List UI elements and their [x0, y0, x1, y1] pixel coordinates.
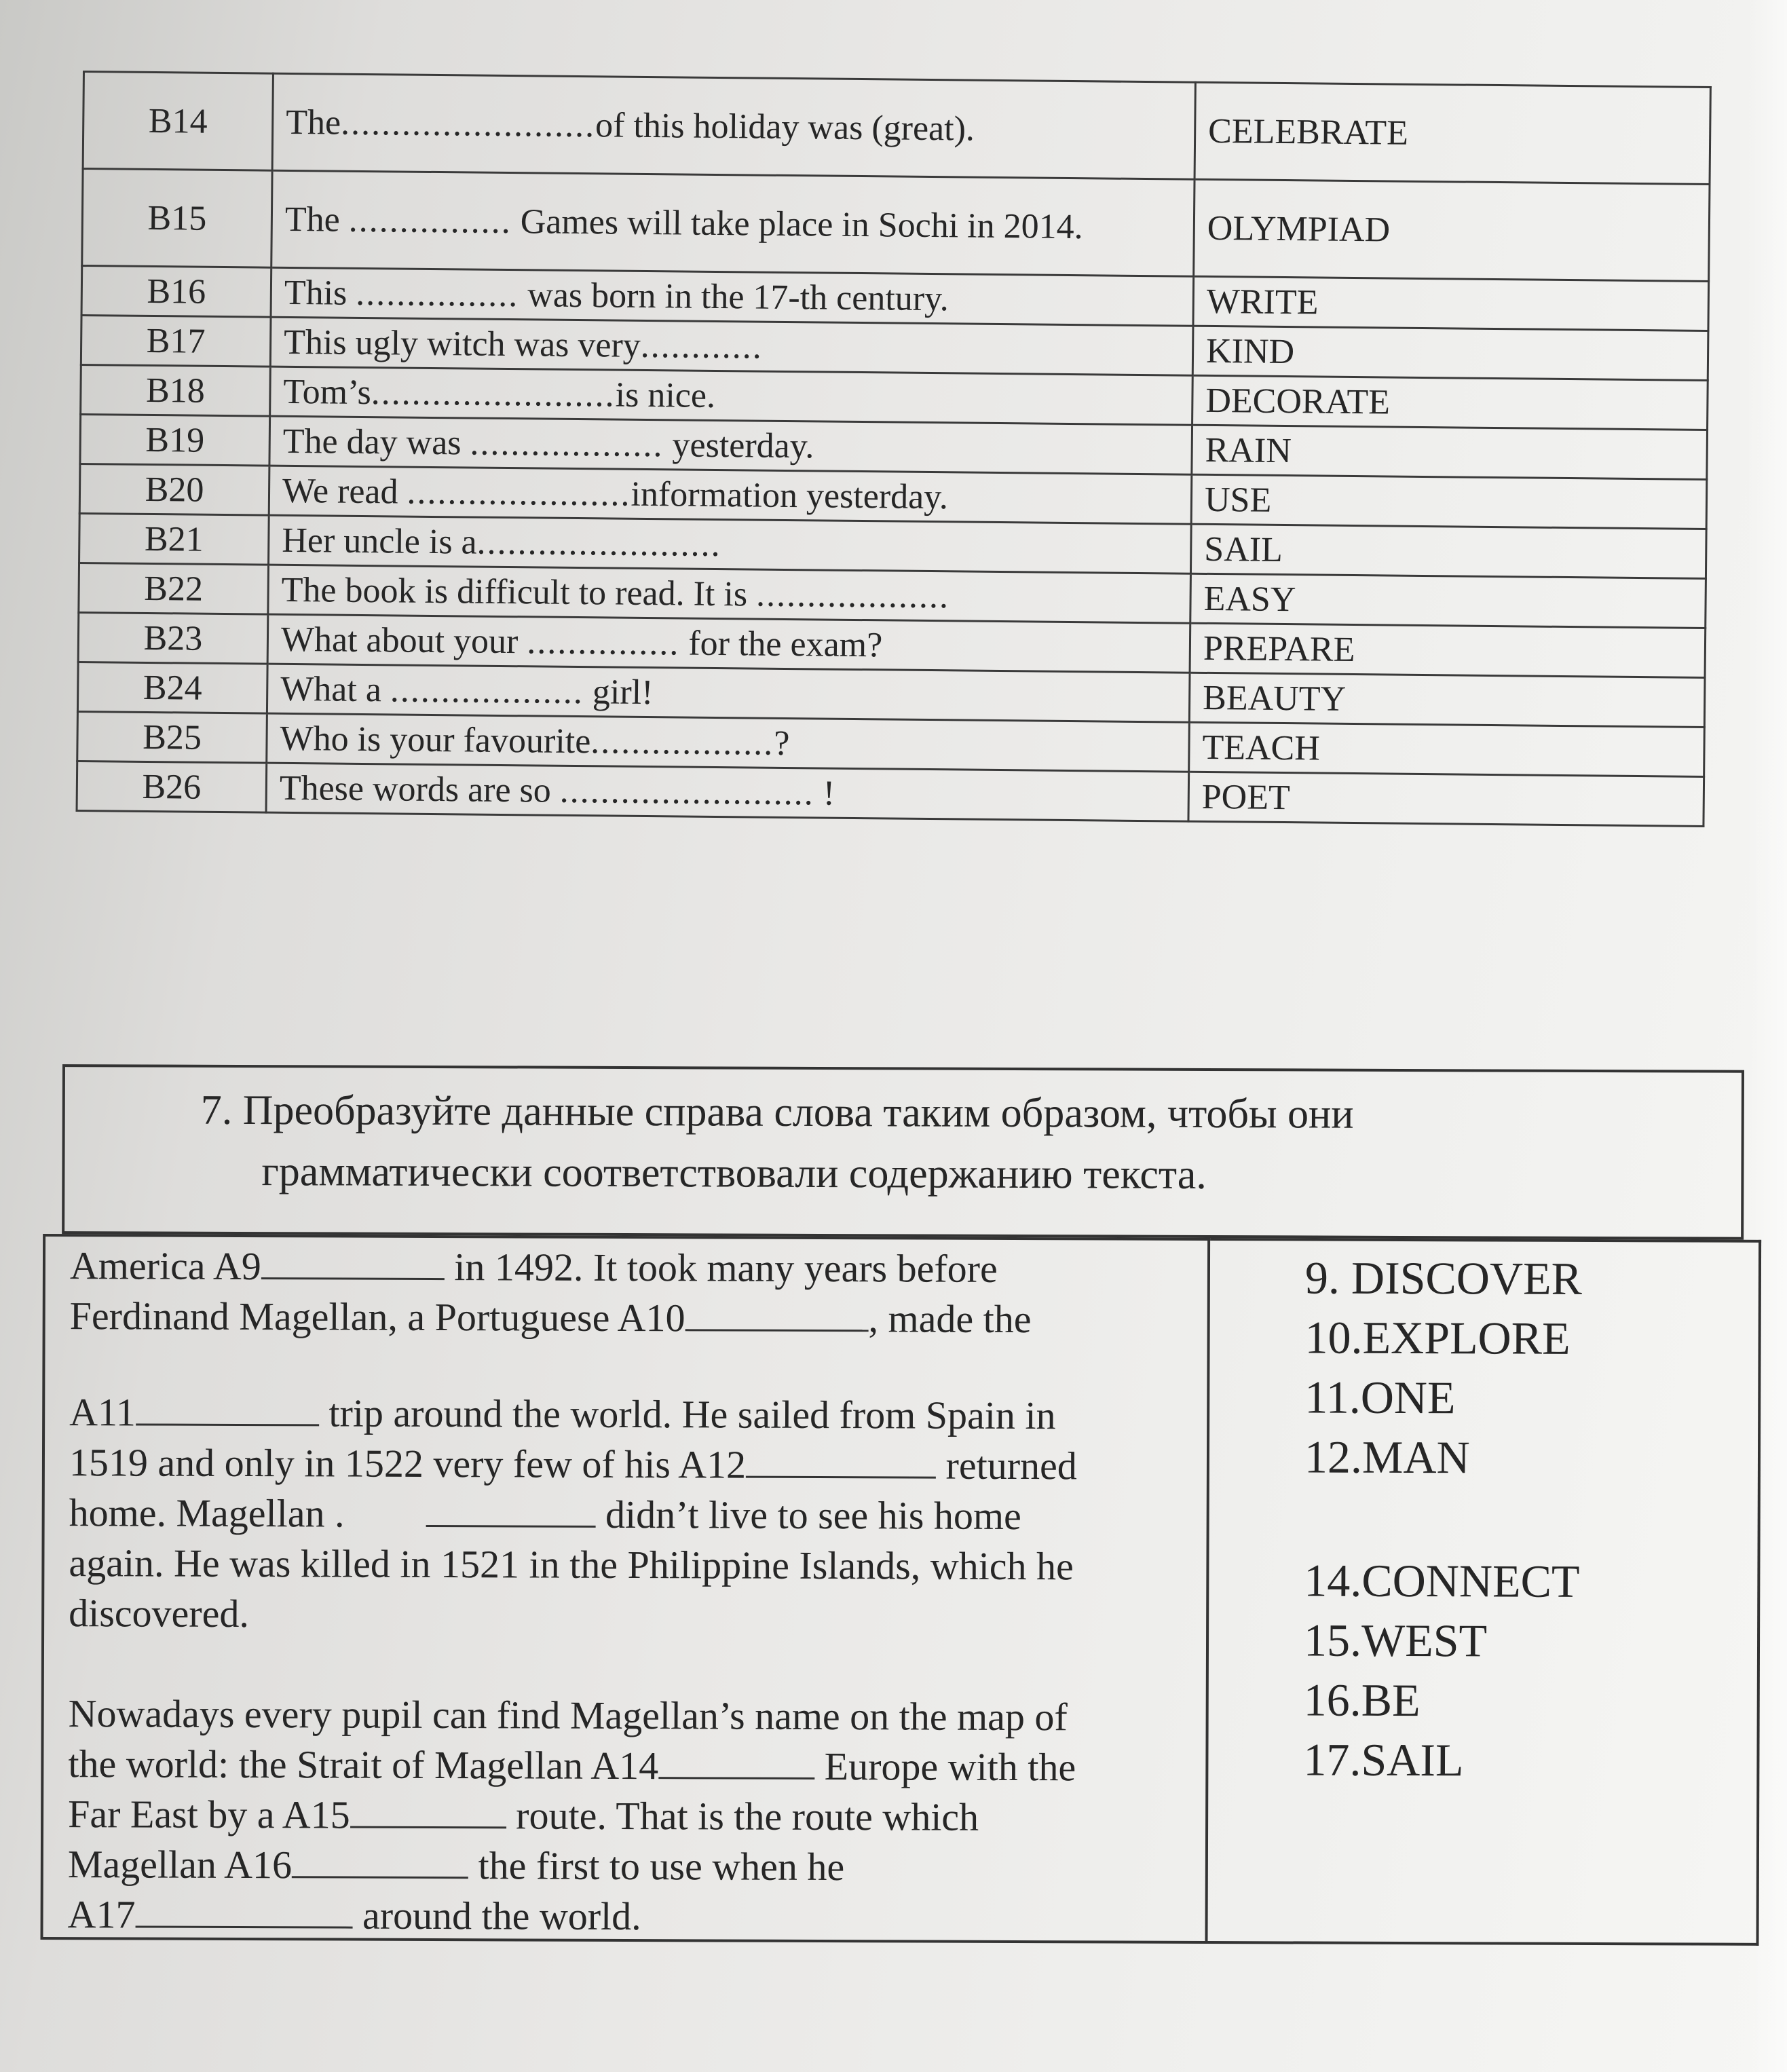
text-fragment: the first to use when he — [478, 1843, 845, 1889]
text-fragment: Nowadays every pupil can find Magellan’s name on the map of — [68, 1691, 1068, 1739]
sentence-cell — [269, 515, 1192, 573]
base-word: USE — [1191, 474, 1707, 529]
base-word: DECORATE — [1192, 375, 1708, 430]
base-word: PREPARE — [1190, 623, 1706, 677]
gap-dots: ......................... — [340, 103, 596, 145]
instruction-line-2: грамматически соответствовали содержанию текста. — [261, 1148, 1207, 1198]
sentence-cell — [266, 763, 1189, 821]
gap-a11 — [136, 1389, 319, 1426]
task-number: B19 — [80, 414, 270, 466]
word-item: 10.EXPLORE — [1304, 1311, 1570, 1364]
paragraph-1 — [70, 1241, 1195, 1345]
gap-a13 — [426, 1491, 596, 1528]
gap-dots: ............... — [527, 622, 680, 663]
text-fragment: the world: the Strait of Magellan A14 — [68, 1741, 659, 1788]
gap-a12 — [746, 1442, 936, 1479]
base-word: RAIN — [1192, 425, 1708, 479]
gap-dots: ................ — [348, 200, 512, 242]
text-fragment: returned — [945, 1443, 1077, 1488]
word-item: 11.ONE — [1304, 1371, 1456, 1424]
task-7-box — [40, 1064, 1744, 1946]
task-number: B14 — [83, 72, 273, 171]
base-words-cell — [1207, 1238, 1761, 1946]
base-word: OLYMPIAD — [1194, 179, 1710, 281]
task-number: B21 — [79, 513, 269, 565]
sentence-start: What a — [280, 669, 382, 710]
sentence-start: Who is your favourite — [280, 719, 591, 761]
task-number: B23 — [78, 612, 268, 664]
text-fragment: Europe with the — [824, 1744, 1076, 1790]
gap-dots: ...................... — [407, 472, 631, 514]
sentence-cell — [270, 366, 1193, 425]
word-item: 16.BE — [1303, 1674, 1421, 1727]
base-word: POET — [1188, 772, 1704, 826]
text-fragment: discovered. — [69, 1591, 250, 1636]
text-fragment: again. He was killed in 1521 in the Philippine Islands, which he — [69, 1541, 1074, 1589]
text-fragment: , made the — [868, 1296, 1032, 1342]
text-fragment: America A9 — [69, 1243, 261, 1289]
gap-a15 — [350, 1792, 506, 1829]
sentence-start: Tom’s — [283, 372, 372, 413]
sentence-start: This — [284, 273, 347, 313]
sentence-cell — [267, 664, 1190, 722]
task-number: B25 — [77, 711, 267, 763]
sentence-start: The — [286, 102, 341, 143]
sentence-cell — [268, 565, 1191, 623]
task-number: B16 — [81, 266, 271, 318]
gap-dots: ................... — [390, 671, 584, 712]
sentence-cell — [271, 267, 1194, 326]
word-item: 15.WEST — [1303, 1614, 1488, 1667]
base-word: WRITE — [1193, 276, 1709, 331]
task-number: B20 — [79, 464, 269, 515]
gap-a9 — [261, 1243, 445, 1280]
text-fragment: A11 — [69, 1390, 136, 1435]
sentence-end: of this holiday was (great). — [595, 106, 975, 149]
sentence-start: The — [284, 200, 341, 240]
task-7-instruction — [62, 1064, 1744, 1240]
gap-dots: ................ — [356, 274, 519, 315]
instruction-line-1: 7. Преобразуйте данные справа слова таким образом, чтобы они — [200, 1087, 1354, 1137]
sentence-start: The book is difficult to read. It is — [281, 570, 748, 614]
text-fragment: home. Magellan . — [69, 1490, 345, 1536]
sentence-cell — [272, 73, 1195, 179]
sentence-start: What about your — [280, 620, 519, 662]
sentence-cell — [269, 416, 1192, 474]
paragraph-3 — [67, 1689, 1192, 1944]
word-item: 9. DISCOVER — [1304, 1251, 1583, 1304]
sentence-end: Games will take place in Sochi in 2014. — [520, 202, 1083, 247]
sentence-end: ? — [774, 723, 790, 764]
task-number: B24 — [77, 662, 267, 713]
sentence-cell — [267, 713, 1190, 772]
text-fragment: Far East by a A15 — [68, 1792, 350, 1837]
base-word: KIND — [1192, 326, 1708, 380]
sentence-end: yesterday. — [672, 426, 814, 466]
base-word: CELEBRATE — [1195, 82, 1710, 184]
text-fragment: in 1492. It took many years before — [454, 1245, 998, 1291]
sentence-cell — [269, 466, 1192, 524]
word-formation-table — [76, 71, 1712, 827]
word-item: 14.CONNECT — [1304, 1554, 1580, 1607]
gap-a16 — [292, 1842, 468, 1879]
base-word: BEAUTY — [1189, 673, 1705, 727]
gap-dots: ........................ — [476, 523, 721, 565]
sentence-end: girl! — [592, 673, 654, 713]
text-fragment: 1519 and only in 1522 very few of his A12 — [69, 1440, 747, 1487]
sentence-start: This ugly witch was very — [283, 322, 641, 365]
sentence-start: We read — [282, 471, 398, 512]
task-number: B15 — [82, 169, 272, 268]
gap-a17 — [135, 1891, 352, 1928]
gap-dots: .................. — [590, 722, 774, 763]
sentence-start: The day was — [282, 421, 462, 463]
sentence-end: is nice. — [615, 375, 716, 415]
sentence-cell — [271, 170, 1195, 276]
base-word: TEACH — [1189, 722, 1705, 776]
text-fragment: route. That is the route which — [516, 1793, 979, 1839]
task-number: B22 — [79, 563, 269, 614]
text-fragment: trip around the world. He sailed from Spain in — [328, 1391, 1056, 1438]
sentence-cell — [267, 614, 1190, 673]
sentence-end: was born in the 17-th century. — [527, 276, 949, 319]
sentence-cell — [270, 317, 1193, 375]
gap-dots: ........................ — [371, 373, 616, 415]
task-number: B18 — [81, 364, 271, 416]
sentence-end: ! — [823, 774, 835, 813]
gap-text-cell — [40, 1234, 1210, 1944]
text-fragment: A17 — [67, 1892, 136, 1937]
base-word: SAIL — [1190, 524, 1706, 578]
text-fragment: didn’t live to see his home — [605, 1492, 1021, 1539]
sentence-start: Her uncle is a — [282, 521, 477, 562]
word-item: 12.MAN — [1304, 1431, 1470, 1484]
sentence-end: information yesterday. — [631, 474, 949, 517]
gap-a14 — [658, 1743, 814, 1779]
table-row — [82, 169, 1710, 282]
gap-a10 — [685, 1295, 869, 1332]
text-fragment: around the world. — [362, 1893, 641, 1939]
text-fragment: Ferdinand Magellan, a Portuguese A10 — [69, 1294, 685, 1340]
gap-dots: ................... — [470, 423, 664, 465]
gap-dots: ................... — [755, 575, 950, 616]
text-fragment: Magellan A16 — [67, 1842, 293, 1887]
table-row — [83, 72, 1710, 185]
word-item: 17.SAIL — [1303, 1733, 1464, 1786]
task-number: B17 — [81, 315, 271, 366]
paragraph-2 — [69, 1387, 1193, 1642]
task-number: B26 — [77, 761, 267, 812]
gap-dots: ......................... — [559, 771, 815, 813]
gap-dots: ............ — [640, 326, 764, 366]
sentence-end: for the exam? — [688, 624, 883, 665]
sentence-start: These words are so — [279, 768, 552, 810]
base-word: EASY — [1190, 573, 1706, 628]
